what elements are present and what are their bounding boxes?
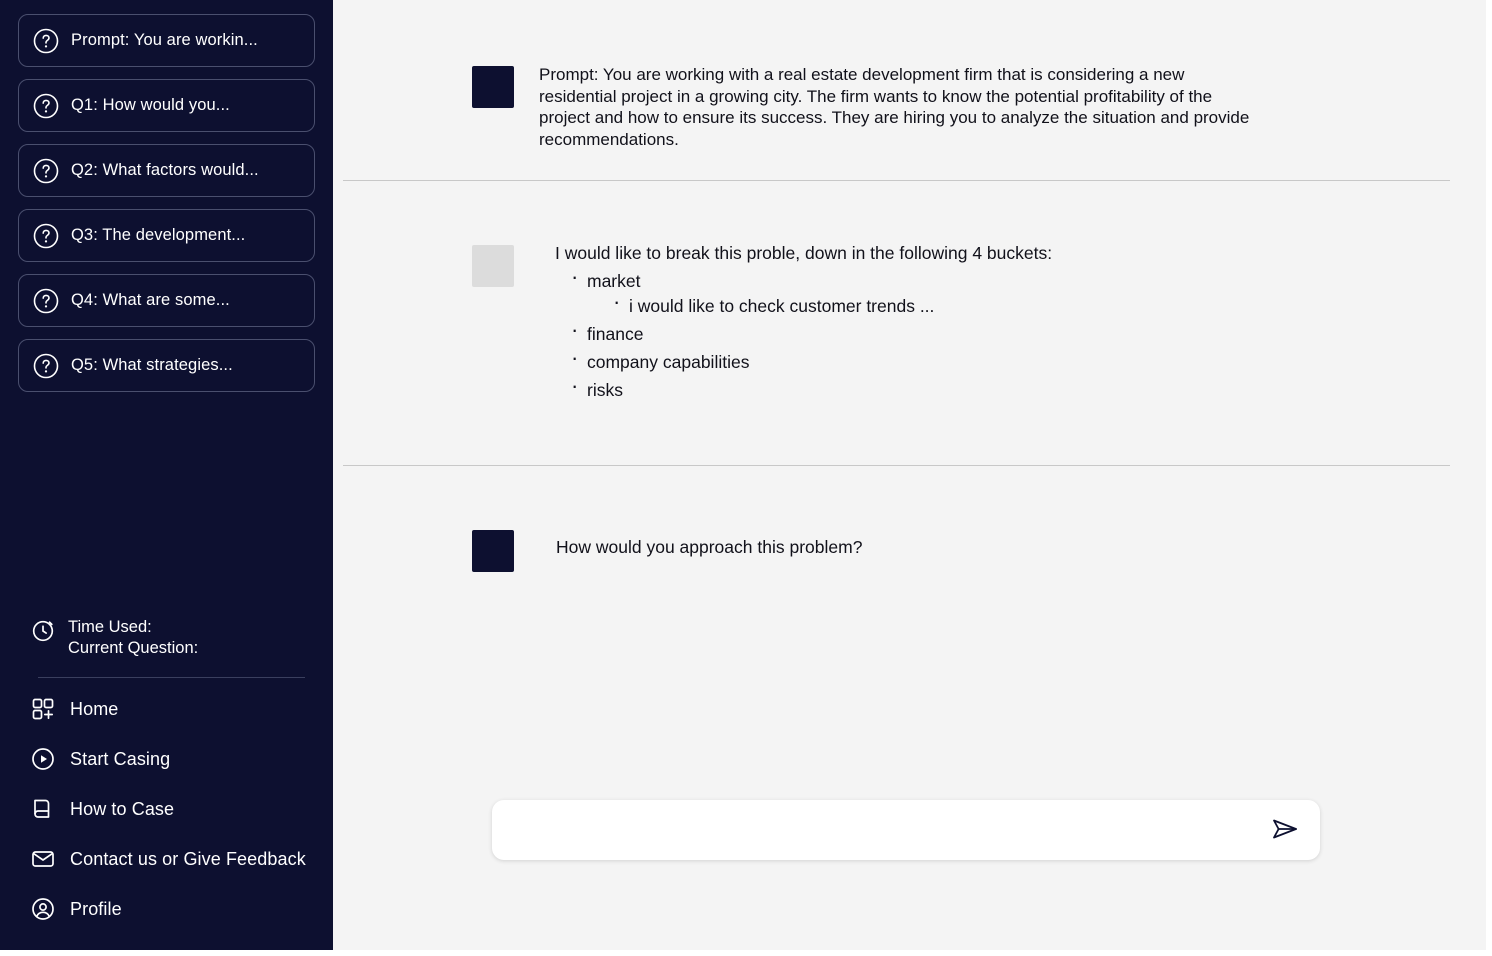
message-user-answer xyxy=(333,181,1492,401)
sidebar xyxy=(0,0,333,956)
sidebar-item-home[interactable] xyxy=(30,696,333,722)
timer-text xyxy=(68,617,198,659)
timer-block xyxy=(0,617,333,678)
interviewer-avatar xyxy=(472,66,514,108)
conversation-panel xyxy=(333,0,1492,956)
page-bottom-edge xyxy=(0,950,1492,956)
prompt-text: Prompt: You are working with a real estate development firm that is considering a new residential project in a growing city. The firm wants to know the potential profitability of the project and how to ensure its success. They are hiring you to analyze the situation and provide recommendations. xyxy=(539,65,1250,149)
play-circle-icon xyxy=(30,746,56,772)
user-avatar xyxy=(472,245,514,287)
time-used-label: Time Used: xyxy=(68,618,152,636)
bullet-label: i would like to check customer trends ... xyxy=(629,296,935,316)
message-prompt xyxy=(333,0,1492,150)
timer-row xyxy=(30,617,315,659)
book-icon xyxy=(30,796,56,822)
sidebar-item-prompt[interactable] xyxy=(18,14,315,67)
question-mark-circle-icon xyxy=(33,223,59,249)
question-mark-circle-icon xyxy=(33,158,59,184)
answer-bullet-list xyxy=(555,271,1052,401)
answer-sub-bullet-list xyxy=(587,296,1052,317)
sidebar-item-how-to-case[interactable] xyxy=(30,796,333,822)
sidebar-item-label: Contact us or Give Feedback xyxy=(70,848,306,869)
bullet-label: company capabilities xyxy=(587,352,750,372)
answer-intro-text: I would like to break this proble, down in the following 4 buckets: xyxy=(555,243,1053,263)
current-question-label: Current Question: xyxy=(68,639,199,657)
bullet-label: market xyxy=(587,271,641,291)
sidebar-item-q3[interactable] xyxy=(18,209,315,262)
composer[interactable] xyxy=(492,800,1320,860)
question-mark-circle-icon xyxy=(33,288,59,314)
interviewer-avatar xyxy=(472,530,514,572)
sidebar-item-q5[interactable] xyxy=(18,339,315,392)
answer-body xyxy=(555,243,1052,401)
stopwatch-icon xyxy=(30,617,56,643)
question-nav-list xyxy=(0,14,333,392)
home-grid-icon xyxy=(30,696,56,722)
sidebar-item-contact-feedback[interactable] xyxy=(30,846,333,872)
sidebar-item-q1[interactable] xyxy=(18,79,315,132)
page-right-edge xyxy=(1486,0,1492,956)
mail-icon xyxy=(30,846,56,872)
user-circle-icon xyxy=(30,896,56,922)
message-input[interactable] xyxy=(510,800,1268,860)
sidebar-item-q2[interactable] xyxy=(18,144,315,197)
list-item xyxy=(569,271,1052,317)
bullet-label: risks xyxy=(587,380,623,400)
sidebar-item-label: Q4: What are some... xyxy=(71,291,230,309)
sidebar-item-label: Home xyxy=(70,698,119,719)
list-item xyxy=(569,352,1052,373)
message-question xyxy=(333,466,1492,572)
sidebar-item-label: Profile xyxy=(70,898,122,919)
sidebar-item-label: Start Casing xyxy=(70,748,171,769)
list-item xyxy=(569,380,1052,401)
send-paper-plane-icon xyxy=(1270,814,1300,847)
sidebar-item-label: Q2: What factors would... xyxy=(71,161,259,179)
question-mark-circle-icon xyxy=(33,93,59,119)
sidebar-item-profile[interactable] xyxy=(30,896,333,922)
sidebar-item-label: Q5: What strategies... xyxy=(71,356,233,374)
list-item xyxy=(569,324,1052,345)
question-mark-circle-icon xyxy=(33,28,59,54)
question-mark-circle-icon xyxy=(33,353,59,379)
sidebar-item-label: How to Case xyxy=(70,798,175,819)
question-text: How would you approach this problem? xyxy=(556,537,863,557)
sidebar-item-label: Prompt: You are workin... xyxy=(71,31,258,49)
sidebar-item-label: Q1: How would you... xyxy=(71,96,230,114)
sidebar-item-label: Q3: The development... xyxy=(71,226,246,244)
send-button[interactable] xyxy=(1268,813,1302,847)
list-item xyxy=(611,296,1052,317)
sidebar-item-start-casing[interactable] xyxy=(30,746,333,772)
bullet-label: finance xyxy=(587,324,644,344)
sidebar-nav xyxy=(0,678,333,956)
sidebar-item-q4[interactable] xyxy=(18,274,315,327)
